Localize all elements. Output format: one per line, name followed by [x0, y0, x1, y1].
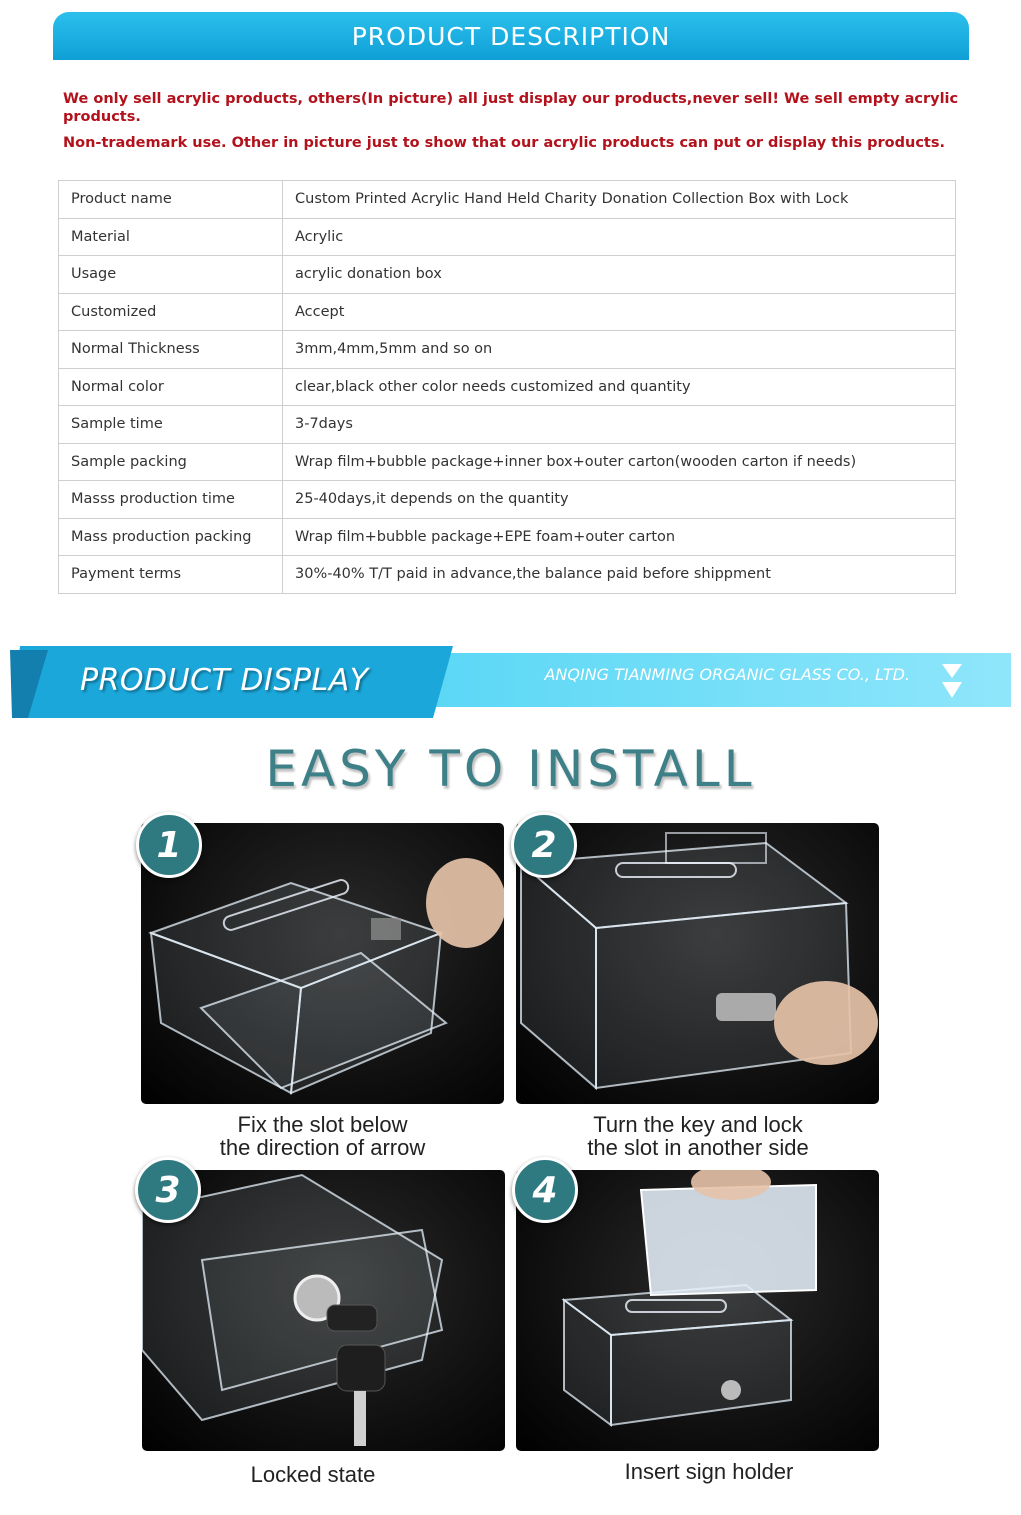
step-number: 2 [531, 824, 557, 866]
install-title: EASY TO INSTALL [265, 740, 756, 798]
spec-value: Wrap film+bubble package+EPE foam+outer carton [283, 518, 956, 556]
spec-key: Payment terms [59, 556, 283, 594]
table-row [59, 406, 956, 444]
spec-key: Masss production time [59, 481, 283, 519]
caption-line: Fix the slot below [237, 1112, 408, 1137]
acrylic-box-illustration [516, 823, 879, 1104]
product-description-banner [53, 12, 969, 60]
banner-title: PRODUCT DESCRIPTION [351, 21, 671, 51]
table-row [59, 256, 956, 294]
table-row [59, 293, 956, 331]
notice-text [63, 90, 963, 160]
step-1-photo [141, 823, 504, 1104]
step-3-caption [142, 1463, 484, 1486]
step-badge [135, 1157, 201, 1223]
step-number: 4 [532, 1169, 558, 1211]
spec-key: Sample time [59, 406, 283, 444]
spec-key: Sample packing [59, 443, 283, 481]
spec-value: 3-7days [283, 406, 956, 444]
step-badge [136, 812, 202, 878]
double-chevron-down-icon [940, 662, 964, 702]
spec-key: Normal color [59, 368, 283, 406]
spec-value: Accept [283, 293, 956, 331]
spec-key: Material [59, 218, 283, 256]
acrylic-box-illustration [142, 1170, 505, 1451]
caption-line: Turn the key and lock [593, 1112, 803, 1137]
step-1-caption [141, 1113, 504, 1159]
step-number: 3 [155, 1169, 181, 1211]
table-row [59, 181, 956, 219]
spec-key: Mass production packing [59, 518, 283, 556]
spec-value: Wrap film+bubble package+inner box+outer carton(wooden carton if needs) [283, 443, 956, 481]
spec-key: Normal Thickness [59, 331, 283, 369]
table-row [59, 518, 956, 556]
caption-line: Locked state [250, 1462, 376, 1487]
notice-line-2: Non-trademark use. Other in picture just to show that our acrylic products can put or display this products. [63, 135, 945, 151]
spec-value: 25-40days,it depends on the quantity [283, 481, 956, 519]
acrylic-box-illustration [141, 823, 504, 1104]
spec-value: 30%-40% T/T paid in advance,the balance paid before shippment [283, 556, 956, 594]
caption-line: the slot in another side [587, 1135, 809, 1160]
display-title: PRODUCT DISPLAY [80, 663, 369, 698]
table-row [59, 368, 956, 406]
step-number: 1 [156, 824, 182, 866]
step-4-photo [516, 1170, 879, 1451]
table-row [59, 443, 956, 481]
table-row [59, 481, 956, 519]
notice-line-1: We only sell acrylic products, others(In picture) all just display our products,never sell! We sell empty acrylic products. [63, 91, 959, 125]
spec-key: Product name [59, 181, 283, 219]
spec-value: Custom Printed Acrylic Hand Held Charity Donation Collection Box with Lock [283, 181, 956, 219]
caption-line: the direction of arrow [219, 1135, 426, 1160]
spec-key: Usage [59, 256, 283, 294]
step-badge [512, 1157, 578, 1223]
step-3-photo [142, 1170, 505, 1451]
company-name: ANQING TIANMING ORGANIC GLASS CO., LTD. [544, 665, 910, 684]
step-2-photo [516, 823, 879, 1104]
table-row [59, 218, 956, 256]
step-4-caption [516, 1460, 902, 1483]
product-display-ribbon [0, 644, 1021, 720]
step-2-caption [494, 1113, 902, 1159]
spec-value: clear,black other color needs customized and quantity [283, 368, 956, 406]
spec-value: Acrylic [283, 218, 956, 256]
spec-key: Customized [59, 293, 283, 331]
table-row [59, 331, 956, 369]
spec-value: acrylic donation box [283, 256, 956, 294]
table-row [59, 556, 956, 594]
spec-value: 3mm,4mm,5mm and so on [283, 331, 956, 369]
step-badge [511, 812, 577, 878]
caption-line: Insert sign holder [624, 1459, 794, 1484]
spec-table [58, 180, 956, 594]
acrylic-box-illustration [516, 1170, 879, 1451]
